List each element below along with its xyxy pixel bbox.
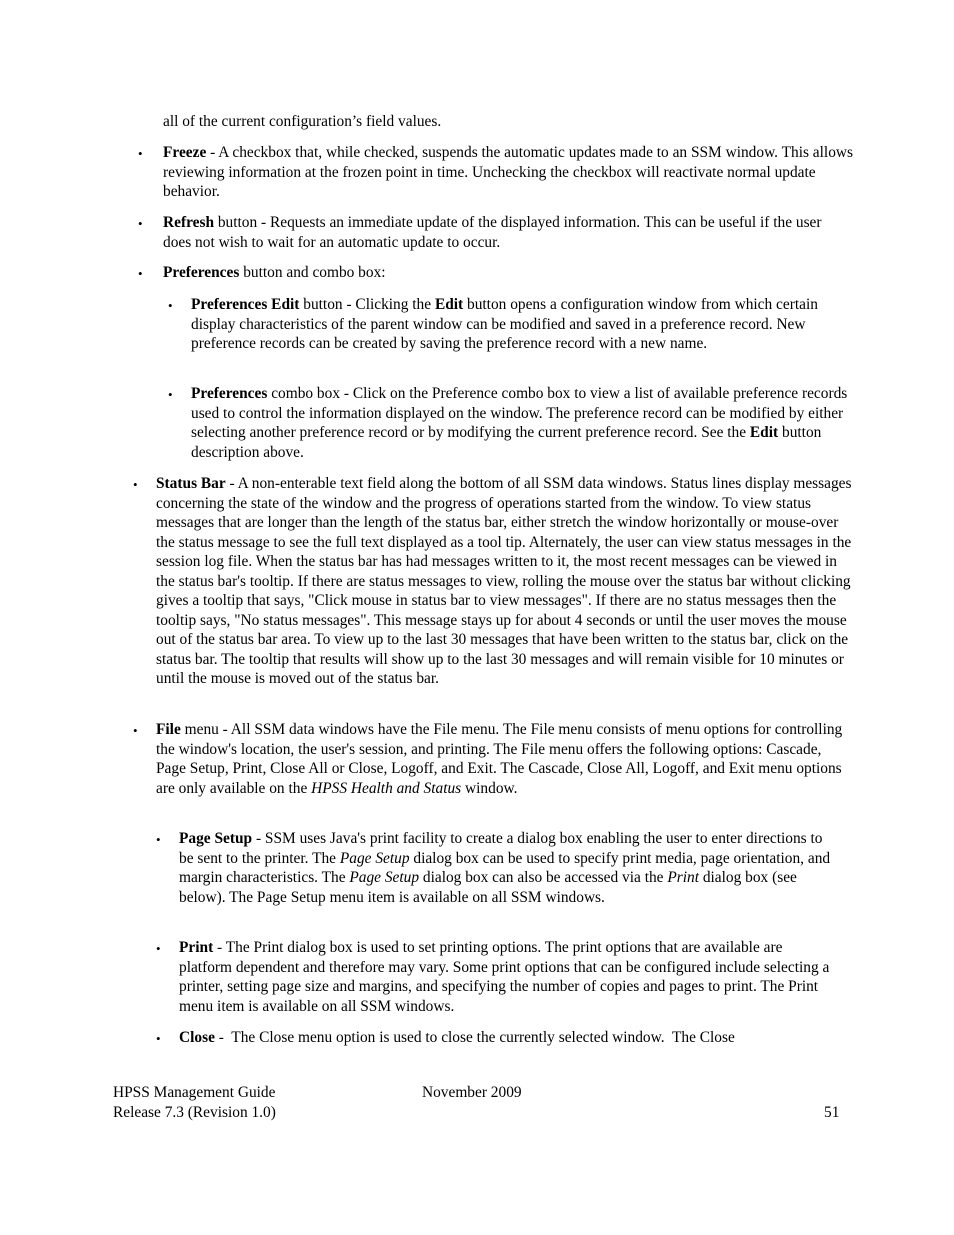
page-setup-text: - SSM uses Java's print facility to create a dialog box enabling the user to enter directions to be sent to the printer. The xyxy=(179,830,823,867)
footer-date: November 2009 xyxy=(422,1084,522,1101)
bullet-marker: • xyxy=(156,1031,161,1046)
file-menu-tail: window. xyxy=(461,779,518,797)
close-item xyxy=(179,1028,839,1048)
freeze-item xyxy=(163,143,853,202)
pref-edit-text-rest: button opens a configuration window from which certain display characteristics of the parent window can be modified and saved in a preference record. New preference records can be created by saving the preference record with a new name. xyxy=(191,296,818,352)
bullet-marker: • xyxy=(138,266,143,281)
pref-combo-text-rest: button description above. xyxy=(191,424,822,461)
page-setup-text-c: dialog box can also be accessed via the xyxy=(419,869,668,886)
pref-combo-term: Preferences xyxy=(191,385,268,402)
preferences-text: button and combo box: xyxy=(239,264,386,281)
edit-term: Edit xyxy=(749,424,779,441)
footer-guide-title: HPSS Management Guide xyxy=(113,1084,276,1101)
footer-page-number: 51 xyxy=(824,1104,840,1121)
bullet-marker: • xyxy=(133,477,138,492)
pref-combo-item xyxy=(191,384,851,462)
status-bar-text: - A non-enterable text field along the bottom of all SSM data windows. Status lines display messages concerning the state of the window and the progress of operations started from the window. To view status messages that are longer than the length of the status bar, either stretch the window horizontally or mouse-over the status message to see the full text displayed as a tool tip. Alternately, the user can view status messages in the session log file. When the status bar has had messages written to it, the most recent messages can be viewed in the status bar's tooltip. If there are status messages to view, rolling the mouse over the status bar without clicking gives a tooltip that says, "Click mouse in status bar to view messages". If there are no status messages then the tooltip says, "No status messages". This message stays up for about 4 seconds or until the user moves the mouse out of the status bar area. To view up to the last 30 messages that have been written to the status bar, click on the status bar. The tooltip that results will show up to the last 30 messages and will remain visible for 10 minutes or until the mouse is moved out of the status bar. xyxy=(156,475,852,687)
preferences-item xyxy=(163,263,853,283)
continuation-text: all of the current configuration’s field values. xyxy=(163,113,442,130)
footer-release: Release 7.3 (Revision 1.0) xyxy=(113,1104,276,1121)
refresh-item xyxy=(163,213,853,252)
edit-term: Edit xyxy=(434,296,464,313)
close-term: Close xyxy=(179,1029,215,1046)
print-italic: Print xyxy=(667,869,699,886)
freeze-term: Freeze xyxy=(163,144,207,161)
print-term: Print xyxy=(179,939,214,956)
pref-edit-term: Preferences Edit xyxy=(191,296,300,313)
print-text: - The Print dialog box is used to set printing options. The print options that are available are platform dependent and therefore may vary. Some print options that can be configured include selecting a printer, setting page size and margins, and specifying the number of copies and pages to print. The Print menu item is available on all SSM windows. xyxy=(179,939,830,1015)
bullet-marker: • xyxy=(168,387,173,402)
refresh-term: Refresh xyxy=(163,214,215,231)
bullet-marker: • xyxy=(156,832,161,847)
freeze-text: - A checkbox that, while checked, suspends the automatic updates made to an SSM window. This allows reviewing information at the frozen point in time. Unchecking the checkbox will reactivate normal update behavior. xyxy=(163,144,853,200)
bullet-marker: • xyxy=(168,298,173,313)
file-menu-text: menu - All SSM data windows have the File menu. The File menu consists of menu options for controlling the window's location, the user's session, and printing. The File menu offers the following options: Cascade, Page Setup, Print, Close All or Close, Logoff, and Exit. The Cascade, Close All, Logoff, and Exit menu options are only available on the xyxy=(156,721,843,797)
page-setup-text-b: dialog box can be used to specify print media, page orientation, and margin characteristics. The xyxy=(179,849,831,886)
pref-combo-text: combo box - Click on the Preference combo box to view a list of available preference records used to control the information displayed on the window. The preference record can be modified by either selecting another preference record or by modifying the current preference record. See the xyxy=(191,385,848,441)
print-item xyxy=(179,938,839,1016)
status-bar-term: Status Bar xyxy=(156,475,226,492)
page-setup-italic: Page Setup xyxy=(349,869,420,886)
refresh-text: button - Requests an immediate update of the displayed information. This can be useful if the user does not wish to wait for an automatic update to occur. xyxy=(163,214,822,251)
page-setup-text-d: dialog box (see below). The Page Setup menu item is available on all SSM windows. xyxy=(179,869,797,906)
window-name: HPSS Health and Status xyxy=(311,779,462,797)
page-setup-item xyxy=(179,829,834,907)
file-menu-term: File xyxy=(156,721,181,738)
bullet-marker: • xyxy=(138,146,143,161)
bullet-marker: • xyxy=(133,723,138,738)
bullet-marker: • xyxy=(156,941,161,956)
pref-edit-item xyxy=(191,295,851,354)
status-bar-item xyxy=(156,474,853,689)
page-setup-term: Page Setup xyxy=(179,830,253,847)
close-text: - The Close menu option is used to close the currently selected window. The Close xyxy=(214,1029,735,1046)
pref-edit-text: button - Clicking the xyxy=(299,296,435,313)
page-setup-italic: Page Setup xyxy=(339,849,410,867)
preferences-term: Preferences xyxy=(163,264,240,281)
file-menu-item xyxy=(156,720,846,798)
bullet-marker: • xyxy=(138,216,143,231)
